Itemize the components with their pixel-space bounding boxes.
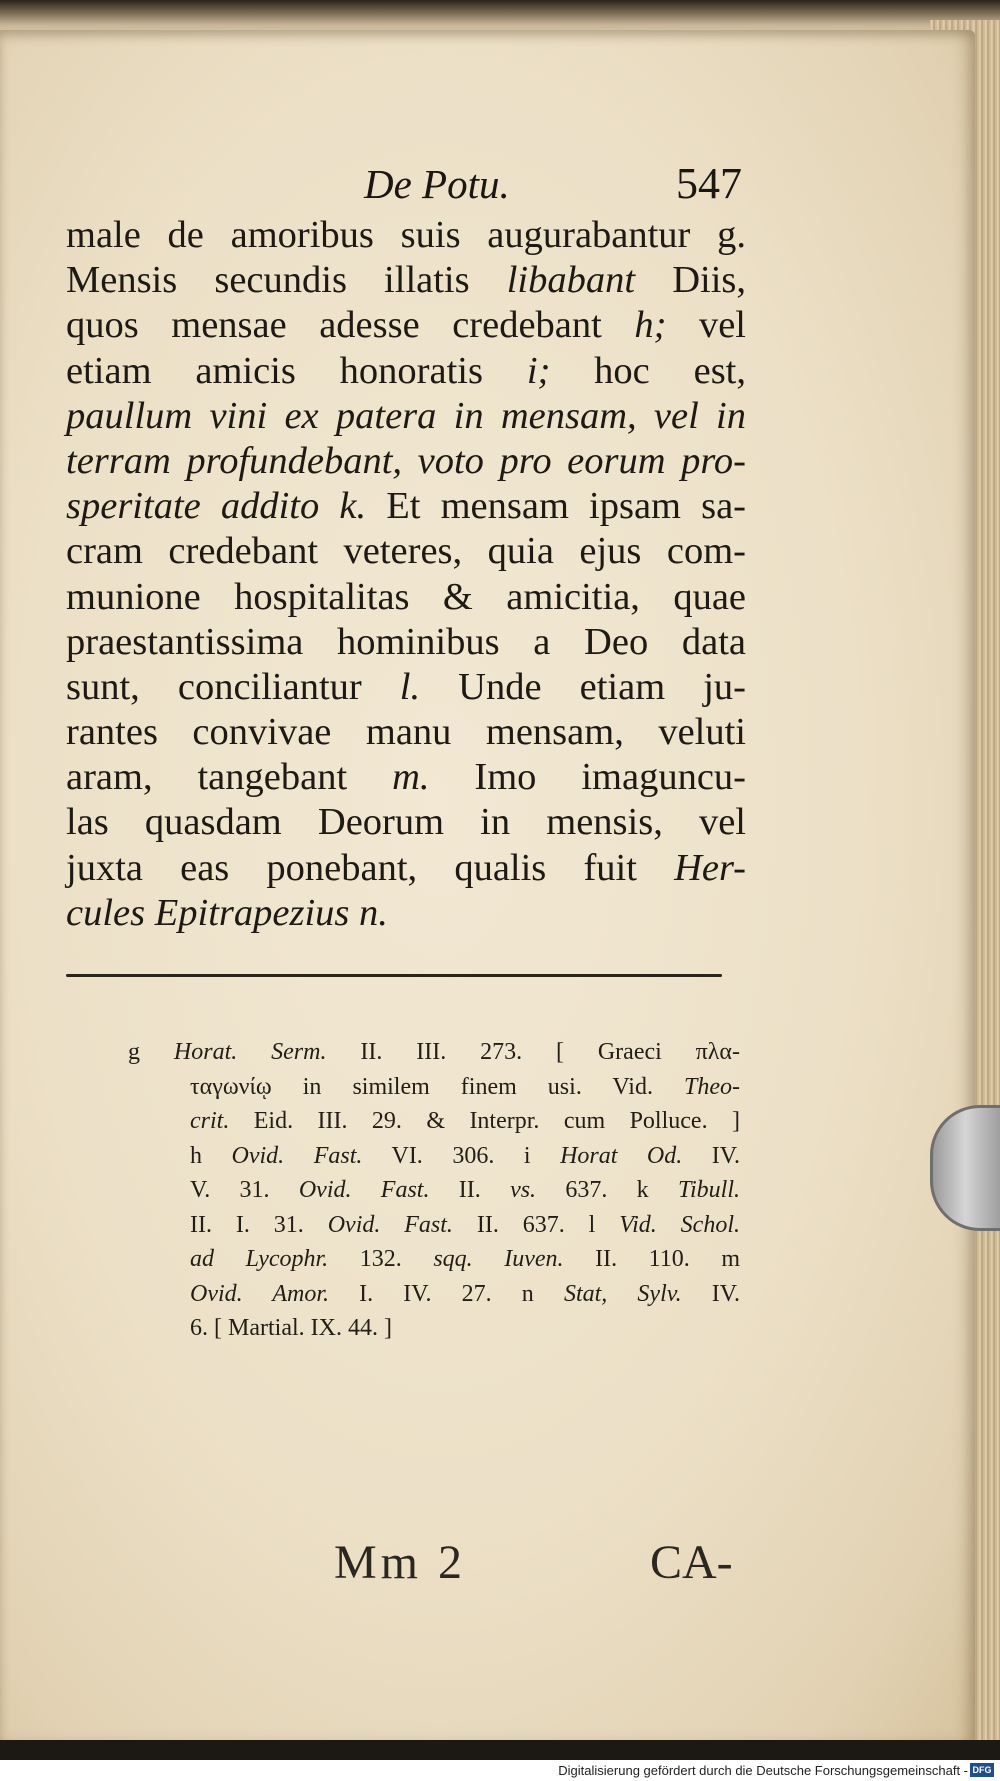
- footnote-line: 6. [ Martial. IX. 44. ]: [190, 1315, 392, 1341]
- signature-mark: Mm 2: [334, 1536, 467, 1589]
- text-line: cram credebant veteres, quia ejus com-: [66, 530, 746, 573]
- text-line: praestantissima hominibus a Deo data: [66, 620, 746, 663]
- main-text-block: [66, 213, 746, 936]
- text-line: quos mensae adesse credebant h; vel: [66, 304, 746, 347]
- text-line: cules Epitrapezius n.: [66, 891, 388, 934]
- text-line: rantes convivae manu mensam, veluti: [66, 711, 746, 754]
- footnote-line: ad Lycophr. 132. sqq. Iuven. II. 110. m: [190, 1246, 741, 1272]
- dfg-logo: DFG: [970, 1763, 994, 1777]
- text-line: speritate addito k. Et mensam ipsam sa-: [66, 485, 747, 528]
- text-line: terram profundebant, voto pro eorum pro-: [66, 439, 746, 482]
- running-title: De Potu.: [364, 161, 510, 207]
- text-line: male de amoribus suis augurabantur g.: [66, 214, 746, 256]
- catchword: CA-: [650, 1536, 733, 1589]
- footnote-line: V. 31. Ovid. Fast. II. vs. 637. k Tibull.: [190, 1177, 740, 1203]
- text-line: etiam amicis honoratis i; hoc est,: [66, 349, 746, 392]
- text-line: sunt, conciliantur l. Unde etiam ju-: [66, 665, 746, 708]
- footnote-line: Ovid. Amor. I. IV. 27. n Stat, Sylv. IV.: [190, 1280, 740, 1307]
- footnote-line: g Horat. Serm. II. III. 273. [ Graeci πλα-: [128, 1039, 740, 1065]
- text-line: aram, tangebant m. Imo imaguncu-: [66, 756, 746, 799]
- footnote-line: crit. Eid. III. 29. & Interpr. cum Polluce. ]: [190, 1108, 740, 1134]
- text-line: munione hospitalitas & amicitia, quae: [66, 575, 746, 618]
- page-number: 547: [676, 159, 742, 208]
- footnote-line: h Ovid. Fast. VI. 306. i Horat Od. IV.: [190, 1142, 741, 1169]
- footnotes-block: [128, 1035, 740, 1346]
- page-clip: [930, 1105, 1000, 1231]
- text-line: Mensis secundis illatis libabant Diis,: [66, 259, 746, 302]
- footnote-line: II. I. 31. Ovid. Fast. II. 637. l Vid. Schol.: [190, 1211, 740, 1238]
- footnote-rule: [66, 974, 722, 977]
- text-line: paullum vini ex patera in mensam, vel in: [66, 394, 746, 437]
- text-line: juxta eas ponebant, qualis fuit Her-: [66, 846, 746, 889]
- footnote-line: ταγωνίῳ in similem finem usi. Vid. Theo-: [190, 1073, 740, 1100]
- running-head: [0, 160, 1000, 210]
- text-line: las quasdam Deorum in mensis, vel: [66, 801, 746, 844]
- funding-credit: Digitalisierung gefördert durch die Deutsche Forschungsgemeinschaft -: [558, 1763, 968, 1778]
